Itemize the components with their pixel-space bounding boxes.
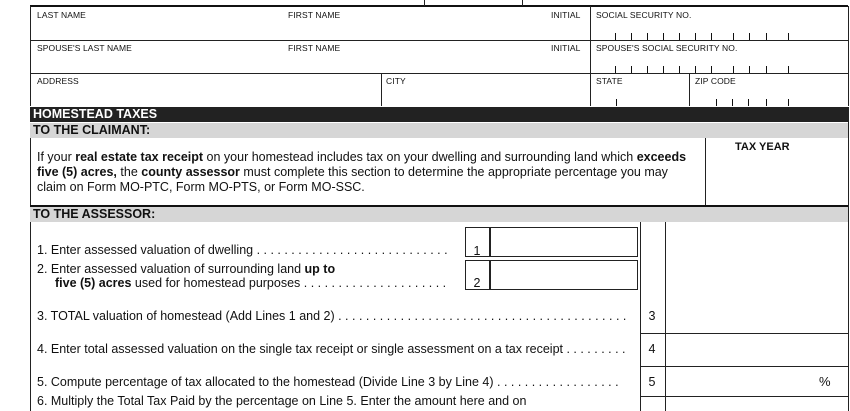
row-divider — [30, 40, 848, 41]
zip-tick — [732, 99, 733, 106]
line-3-amount[interactable] — [667, 300, 846, 330]
section-title: HOMESTEAD TAXES — [30, 107, 848, 122]
percent-sign: % — [819, 374, 831, 389]
top-divider — [522, 0, 523, 6]
line-2-text-b: five (5) acres used for homestead purposes . . . . . . . . . . . . . . . . . . . . . — [55, 276, 447, 290]
line-6-text: 6. Multiply the Total Tax Paid by the percentage on Line 5. Enter the amount here and on — [37, 394, 527, 408]
top-divider — [424, 0, 425, 6]
line-1-amount-box[interactable] — [489, 227, 638, 257]
ssn-label: SOCIAL SECURITY NO. — [596, 10, 692, 20]
spouse-initial-label: INITIAL — [551, 43, 581, 53]
line-1-number: 1 — [473, 244, 481, 258]
address-label: ADDRESS — [37, 76, 79, 86]
zip-tick — [716, 99, 717, 106]
state-tick — [616, 99, 617, 106]
form-right-border — [848, 6, 849, 106]
city-label: CITY — [386, 76, 406, 86]
tax-year-field[interactable] — [708, 156, 846, 202]
line-2-text-a: 2. Enter assessed valuation of surrounding land up to — [37, 262, 336, 276]
claimant-header: TO THE CLAIMANT: — [30, 123, 848, 138]
zip-field[interactable] — [691, 86, 846, 104]
zip-divider — [689, 73, 690, 106]
row-divider — [665, 333, 848, 334]
line-5-number: 5 — [648, 375, 656, 389]
spouse-last-name-label: SPOUSE'S LAST NAME — [37, 43, 132, 53]
instruction-line-2: five (5) acres, the county assessor must complete this section to determine the appropriate percentage you may — [37, 165, 668, 179]
form-right-border — [848, 107, 849, 411]
line-4-text: 4. Enter total assessed valuation on the single tax receipt or single assessment on a tax receipt . . . . . . . . . — [37, 342, 626, 356]
line-1-text: 1. Enter assessed valuation of dwelling . . . . . . . . . . . . . . . . . . . . . . . . . . . . — [37, 243, 448, 257]
line-2-amount-box[interactable] — [489, 260, 638, 290]
line-2-number: 2 — [473, 276, 481, 290]
ssn-column-divider — [590, 6, 591, 106]
line-4-number: 4 — [648, 342, 656, 356]
tax-year-divider — [705, 138, 706, 205]
line-4-amount[interactable] — [667, 336, 846, 364]
line-3-text: 3. TOTAL valuation of homestead (Add Lines 1 and 2) . . . . . . . . . . . . . . . . . . . . . . . . . . . . . . . . . . . . . . . . . . — [37, 309, 627, 323]
row-divider — [640, 366, 665, 367]
row-divider — [30, 73, 848, 74]
address-field[interactable] — [32, 86, 379, 104]
zip-tick — [788, 99, 789, 106]
state-label: STATE — [596, 76, 623, 86]
spouse-first-name-label: FIRST NAME — [288, 43, 341, 53]
row-divider — [665, 366, 848, 367]
instruction-line-1: If your real estate tax receipt on your homestead includes tax on your dwelling and surrounding land which exceeds — [37, 150, 687, 164]
spouse-ssn-label: SPOUSE'S SOCIAL SECURITY NO. — [596, 43, 738, 53]
form-left-border — [30, 138, 31, 411]
line-number-column — [640, 222, 641, 411]
tax-year-label: TAX YEAR — [735, 141, 790, 153]
row-divider — [665, 396, 848, 397]
zip-label: ZIP CODE — [695, 76, 736, 86]
spouse-name-field[interactable] — [32, 53, 588, 71]
line-5-text: 5. Compute percentage of tax allocated to the homestead (Divide Line 3 by Line 4) . . . . . . . . . . . . . . . . . . — [37, 375, 619, 389]
assessor-header: TO THE ASSESSOR: — [30, 207, 848, 222]
row-divider — [640, 396, 665, 397]
amount-column — [665, 222, 666, 411]
instruction-line-3: claim on Form MO-PTC, Form MO-PTS, or Form MO-SSC. — [37, 180, 365, 194]
top-border — [30, 5, 848, 7]
form-left-border — [30, 6, 31, 106]
line-3-number: 3 — [648, 309, 656, 323]
row-divider — [640, 333, 665, 334]
zip-tick — [748, 99, 749, 106]
initial-label: INITIAL — [551, 10, 581, 20]
last-name-label: LAST NAME — [37, 10, 86, 20]
city-divider — [381, 73, 382, 106]
first-name-label: FIRST NAME — [288, 10, 341, 20]
city-field[interactable] — [383, 86, 588, 104]
name-field[interactable] — [32, 20, 588, 38]
zip-tick — [766, 99, 767, 106]
state-field[interactable] — [592, 86, 687, 104]
